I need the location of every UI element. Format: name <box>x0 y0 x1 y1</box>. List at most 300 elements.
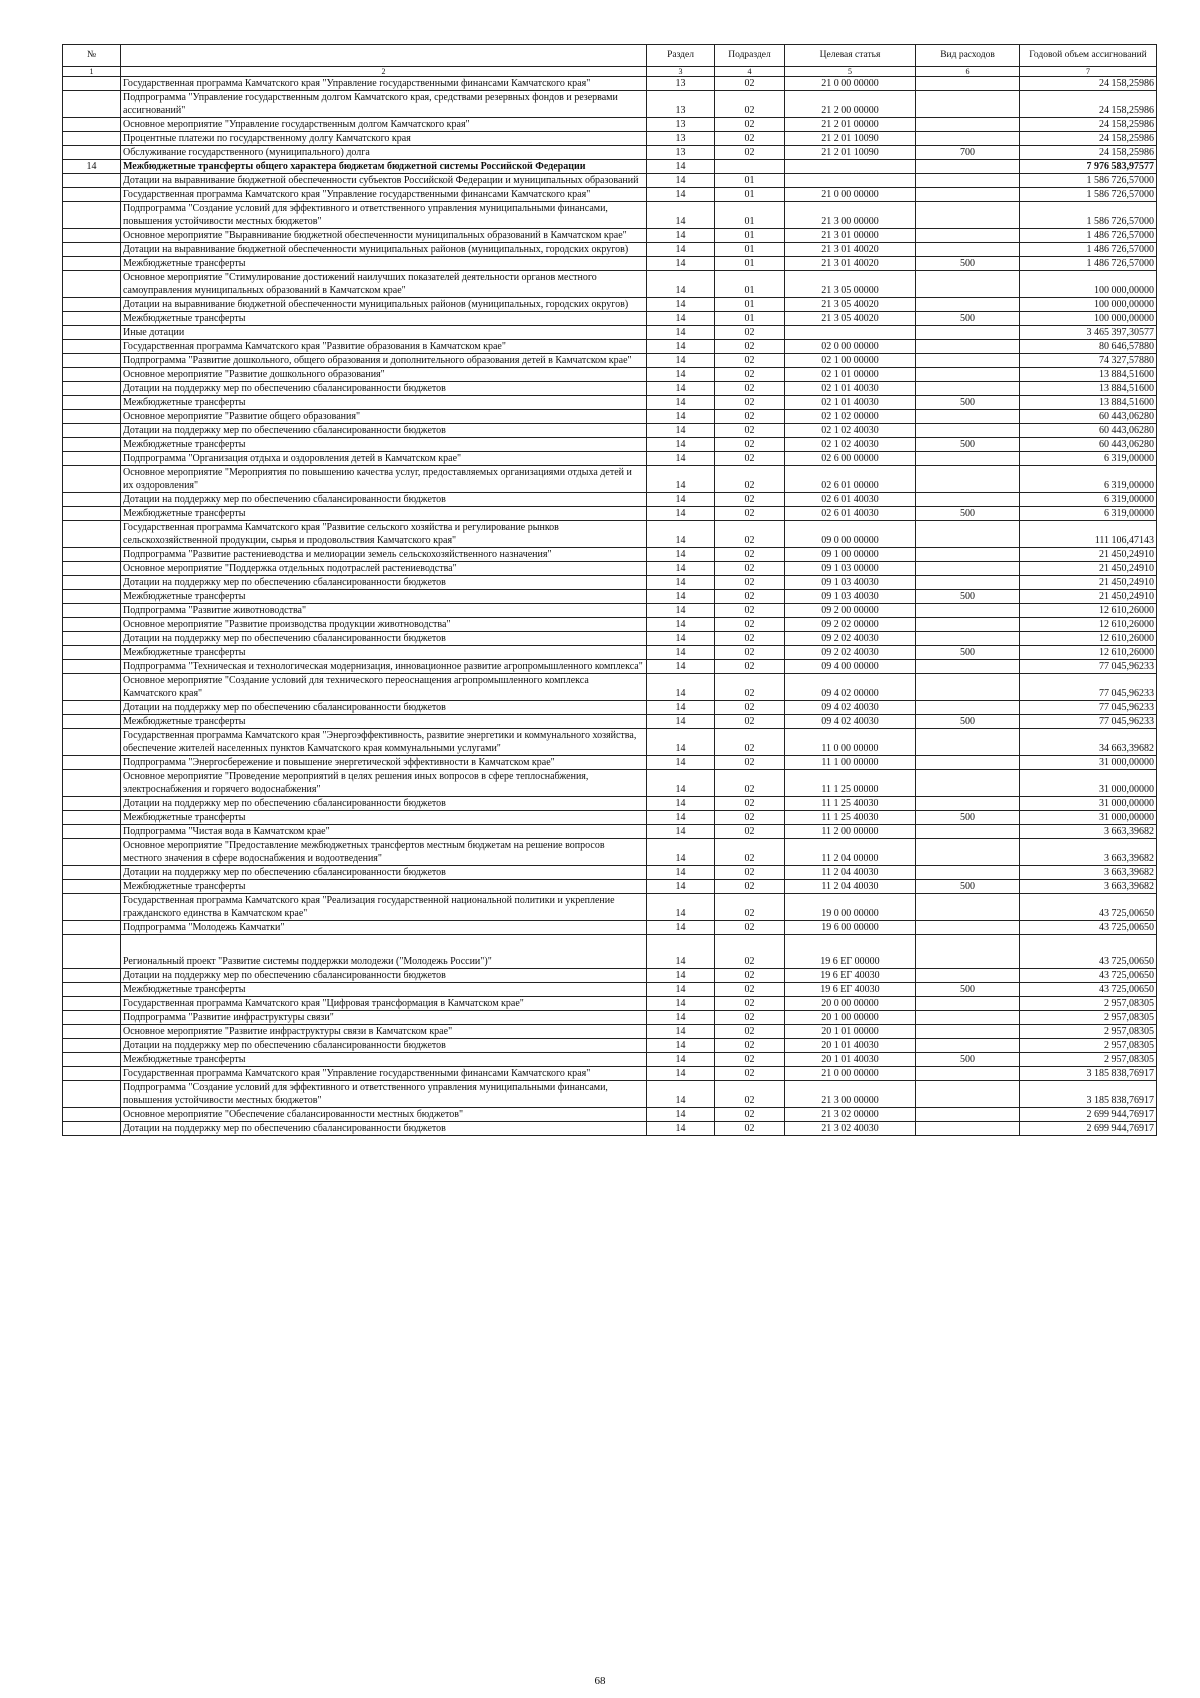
row-expense-type <box>916 770 1020 797</box>
row-target-item: 09 4 02 40030 <box>785 701 916 715</box>
row-section: 14 <box>647 257 715 271</box>
row-subsection: 02 <box>715 396 785 410</box>
row-section: 14 <box>647 188 715 202</box>
row-name: Основное мероприятие "Стимулирование достижений наилучших показателей деятельности органов местного самоуправления муниципальных образований в Камчатском крае" <box>121 271 647 298</box>
row-section: 14 <box>647 452 715 466</box>
row-number <box>63 935 121 969</box>
row-amount: 3 185 838,76917 <box>1020 1067 1157 1081</box>
row-expense-type <box>916 229 1020 243</box>
table-row <box>63 340 1157 354</box>
row-expense-type <box>916 298 1020 312</box>
row-expense-type: 500 <box>916 312 1020 326</box>
row-number <box>63 969 121 983</box>
row-number <box>63 521 121 548</box>
row-target-item: 21 3 01 40020 <box>785 257 916 271</box>
row-target-item: 02 1 01 40030 <box>785 382 916 396</box>
budget-table <box>62 44 1157 1136</box>
row-amount: 43 725,00650 <box>1020 983 1157 997</box>
table-row <box>63 983 1157 997</box>
row-section: 14 <box>647 493 715 507</box>
row-expense-type <box>916 202 1020 229</box>
row-subsection: 02 <box>715 646 785 660</box>
row-amount: 24 158,25986 <box>1020 77 1157 91</box>
row-section: 14 <box>647 632 715 646</box>
row-amount: 13 884,51600 <box>1020 382 1157 396</box>
row-amount: 100 000,00000 <box>1020 298 1157 312</box>
row-section: 14 <box>647 298 715 312</box>
row-name: Межбюджетные трансферты <box>121 438 647 452</box>
row-target-item: 02 1 01 40030 <box>785 396 916 410</box>
row-amount: 1 486 726,57000 <box>1020 243 1157 257</box>
table-row <box>63 91 1157 118</box>
row-expense-type <box>916 424 1020 438</box>
row-target-item: 21 3 00 00000 <box>785 1081 916 1108</box>
row-expense-type <box>916 160 1020 174</box>
row-target-item: 09 2 02 40030 <box>785 632 916 646</box>
row-number <box>63 866 121 880</box>
row-name: Межбюджетные трансферты <box>121 880 647 894</box>
row-expense-type <box>916 1011 1020 1025</box>
row-number <box>63 1081 121 1108</box>
row-number <box>63 548 121 562</box>
row-subsection: 02 <box>715 424 785 438</box>
row-name: Подпрограмма "Энергосбережение и повышение энергетической эффективности в Камчатском крае" <box>121 756 647 770</box>
row-section: 14 <box>647 576 715 590</box>
row-number: 14 <box>63 160 121 174</box>
row-section: 14 <box>647 701 715 715</box>
row-target-item: 02 1 02 40030 <box>785 438 916 452</box>
row-amount: 60 443,06280 <box>1020 438 1157 452</box>
row-amount: 2 699 944,76917 <box>1020 1108 1157 1122</box>
table-row <box>63 77 1157 91</box>
row-amount: 6 319,00000 <box>1020 507 1157 521</box>
row-name: Государственная программа Камчатского края "Управление государственными финансами Камчатского края" <box>121 188 647 202</box>
row-section: 14 <box>647 326 715 340</box>
table-row <box>63 811 1157 825</box>
row-amount: 6 319,00000 <box>1020 452 1157 466</box>
row-expense-type <box>916 382 1020 396</box>
row-name: Дотации на поддержку мер по обеспечению сбалансированности бюджетов <box>121 576 647 590</box>
row-name: Подпрограмма "Организация отдыха и оздоровления детей в Камчатском крае" <box>121 452 647 466</box>
row-target-item: 09 0 00 00000 <box>785 521 916 548</box>
row-name: Основное мероприятие "Обеспечение сбалансированности местных бюджетов" <box>121 1108 647 1122</box>
table-row <box>63 298 1157 312</box>
row-number <box>63 257 121 271</box>
row-target-item: 09 2 02 40030 <box>785 646 916 660</box>
table-row <box>63 493 1157 507</box>
index-cell: 3 <box>647 67 715 77</box>
row-expense-type <box>916 1081 1020 1108</box>
row-target-item: 09 1 03 00000 <box>785 562 916 576</box>
row-target-item: 11 1 00 00000 <box>785 756 916 770</box>
index-cell: 4 <box>715 67 785 77</box>
row-subsection: 02 <box>715 866 785 880</box>
row-target-item <box>785 326 916 340</box>
table-row <box>63 839 1157 866</box>
row-subsection: 02 <box>715 548 785 562</box>
table-row <box>63 452 1157 466</box>
row-section: 14 <box>647 368 715 382</box>
row-subsection: 02 <box>715 797 785 811</box>
row-number <box>63 646 121 660</box>
row-expense-type: 500 <box>916 983 1020 997</box>
row-expense-type: 500 <box>916 811 1020 825</box>
row-expense-type <box>916 935 1020 969</box>
row-target-item: 21 2 01 10090 <box>785 132 916 146</box>
row-expense-type: 500 <box>916 590 1020 604</box>
row-expense-type <box>916 1122 1020 1136</box>
row-name: Межбюджетные трансферты <box>121 396 647 410</box>
row-number <box>63 701 121 715</box>
row-target-item: 20 0 00 00000 <box>785 997 916 1011</box>
table-row <box>63 424 1157 438</box>
row-target-item: 21 0 00 00000 <box>785 188 916 202</box>
row-subsection: 02 <box>715 894 785 921</box>
row-expense-type <box>916 756 1020 770</box>
row-amount: 21 450,24910 <box>1020 548 1157 562</box>
row-expense-type <box>916 1025 1020 1039</box>
row-number <box>63 894 121 921</box>
row-amount: 77 045,96233 <box>1020 660 1157 674</box>
row-amount: 34 663,39682 <box>1020 729 1157 756</box>
row-subsection: 02 <box>715 1122 785 1136</box>
row-expense-type <box>916 354 1020 368</box>
table-row <box>63 548 1157 562</box>
header-name <box>121 45 647 67</box>
row-number <box>63 797 121 811</box>
row-section: 14 <box>647 646 715 660</box>
row-amount: 21 450,24910 <box>1020 590 1157 604</box>
row-number <box>63 202 121 229</box>
row-amount: 1 586 726,57000 <box>1020 174 1157 188</box>
row-number <box>63 770 121 797</box>
row-subsection: 02 <box>715 368 785 382</box>
row-amount: 111 106,47143 <box>1020 521 1157 548</box>
row-expense-type <box>916 466 1020 493</box>
row-number <box>63 132 121 146</box>
row-name: Основное мероприятие "Создание условий для технического переоснащения агропромышленного комплекса Камчатского края" <box>121 674 647 701</box>
row-section: 14 <box>647 983 715 997</box>
row-expense-type <box>916 839 1020 866</box>
row-amount: 24 158,25986 <box>1020 91 1157 118</box>
row-amount: 77 045,96233 <box>1020 701 1157 715</box>
table-row <box>63 507 1157 521</box>
row-subsection: 02 <box>715 1081 785 1108</box>
row-target-item: 21 3 01 00000 <box>785 229 916 243</box>
row-name: Дотации на выравнивание бюджетной обеспеченности муниципальных районов (муниципальных, городских округов) <box>121 243 647 257</box>
row-section: 13 <box>647 146 715 160</box>
row-name: Государственная программа Камчатского края "Цифровая трансформация в Камчатском крае" <box>121 997 647 1011</box>
row-subsection: 02 <box>715 715 785 729</box>
row-name: Процентные платежи по государственному долгу Камчатского края <box>121 132 647 146</box>
row-subsection: 01 <box>715 298 785 312</box>
row-subsection: 02 <box>715 132 785 146</box>
row-target-item: 20 1 01 40030 <box>785 1053 916 1067</box>
row-name: Межбюджетные трансферты <box>121 811 647 825</box>
row-number <box>63 466 121 493</box>
row-section: 13 <box>647 91 715 118</box>
row-name: Подпрограмма "Развитие дошкольного, общего образования и дополнительного образования детей в Камчатском крае" <box>121 354 647 368</box>
row-amount: 13 884,51600 <box>1020 396 1157 410</box>
row-subsection: 02 <box>715 604 785 618</box>
row-subsection: 02 <box>715 811 785 825</box>
row-expense-type: 500 <box>916 396 1020 410</box>
table-row <box>63 674 1157 701</box>
row-expense-type <box>916 548 1020 562</box>
table-row <box>63 935 1157 969</box>
row-subsection: 02 <box>715 632 785 646</box>
table-row <box>63 997 1157 1011</box>
row-section: 14 <box>647 160 715 174</box>
row-subsection: 02 <box>715 997 785 1011</box>
header-number: № <box>63 45 121 67</box>
row-number <box>63 312 121 326</box>
row-number <box>63 298 121 312</box>
table-row <box>63 1067 1157 1081</box>
row-number <box>63 811 121 825</box>
row-subsection: 01 <box>715 257 785 271</box>
row-amount: 31 000,00000 <box>1020 756 1157 770</box>
table-row <box>63 160 1157 174</box>
row-subsection: 02 <box>715 1067 785 1081</box>
table-row <box>63 1053 1157 1067</box>
row-section: 14 <box>647 410 715 424</box>
row-section: 14 <box>647 354 715 368</box>
row-expense-type <box>916 894 1020 921</box>
row-name: Подпрограмма "Создание условий для эффективного и ответственного управления муниципальными финансами, повышения устойчивости местных бюджетов" <box>121 202 647 229</box>
row-subsection: 02 <box>715 935 785 969</box>
row-target-item: 11 1 25 40030 <box>785 797 916 811</box>
row-target-item: 02 1 02 40030 <box>785 424 916 438</box>
row-target-item: 21 3 05 00000 <box>785 271 916 298</box>
row-expense-type <box>916 368 1020 382</box>
row-section: 14 <box>647 1039 715 1053</box>
table-row <box>63 729 1157 756</box>
row-number <box>63 674 121 701</box>
table-row <box>63 132 1157 146</box>
row-name: Государственная программа Камчатского края "Реализация государственной национальной политики и укрепление гражданского единства в Камчатском крае" <box>121 894 647 921</box>
row-amount: 1 486 726,57000 <box>1020 257 1157 271</box>
header-subsection: Подраздел <box>715 45 785 67</box>
row-section: 14 <box>647 507 715 521</box>
index-cell: 6 <box>916 67 1020 77</box>
row-target-item: 09 4 02 40030 <box>785 715 916 729</box>
table-row <box>63 368 1157 382</box>
row-name: Государственная программа Камчатского края "Развитие сельского хозяйства и регулирование рынков сельскохозяйственной продукции, сырья и продовольствия Камчатского края" <box>121 521 647 548</box>
row-number <box>63 997 121 1011</box>
row-amount: 24 158,25986 <box>1020 132 1157 146</box>
row-name: Подпрограмма "Чистая вода в Камчатском крае" <box>121 825 647 839</box>
row-number <box>63 271 121 298</box>
row-section: 13 <box>647 132 715 146</box>
row-name: Дотации на поддержку мер по обеспечению сбалансированности бюджетов <box>121 969 647 983</box>
row-name: Основное мероприятие "Развитие инфраструктуры связи в Камчатском крае" <box>121 1025 647 1039</box>
row-name: Подпрограмма "Развитие растениеводства и мелиорации земель сельскохозяйственного назначения" <box>121 548 647 562</box>
table-row <box>63 866 1157 880</box>
row-section: 14 <box>647 312 715 326</box>
row-subsection: 01 <box>715 202 785 229</box>
row-subsection: 02 <box>715 880 785 894</box>
row-expense-type <box>916 797 1020 811</box>
table-row <box>63 410 1157 424</box>
table-row <box>63 562 1157 576</box>
row-expense-type: 500 <box>916 880 1020 894</box>
row-expense-type <box>916 188 1020 202</box>
row-name: Дотации на выравнивание бюджетной обеспеченности субъектов Российской Федерации и муниципальных образований <box>121 174 647 188</box>
row-section: 14 <box>647 521 715 548</box>
row-subsection: 02 <box>715 340 785 354</box>
row-number <box>63 340 121 354</box>
row-expense-type <box>916 340 1020 354</box>
row-expense-type: 700 <box>916 146 1020 160</box>
row-section: 14 <box>647 866 715 880</box>
row-number <box>63 562 121 576</box>
table-row <box>63 271 1157 298</box>
row-target-item: 19 6 00 00000 <box>785 921 916 935</box>
table-row <box>63 521 1157 548</box>
index-row <box>63 67 1157 77</box>
index-cell: 7 <box>1020 67 1157 77</box>
row-target-item: 20 1 01 40030 <box>785 1039 916 1053</box>
table-row <box>63 1039 1157 1053</box>
row-target-item: 02 0 00 00000 <box>785 340 916 354</box>
row-name: Дотации на поддержку мер по обеспечению сбалансированности бюджетов <box>121 632 647 646</box>
row-amount: 60 443,06280 <box>1020 410 1157 424</box>
row-amount: 31 000,00000 <box>1020 811 1157 825</box>
row-expense-type <box>916 521 1020 548</box>
row-amount: 21 450,24910 <box>1020 562 1157 576</box>
row-number <box>63 1039 121 1053</box>
row-expense-type <box>916 493 1020 507</box>
row-amount: 77 045,96233 <box>1020 715 1157 729</box>
row-name: Подпрограмма "Развитие животноводства" <box>121 604 647 618</box>
row-number <box>63 1122 121 1136</box>
row-name: Основное мероприятие "Проведение мероприятий в целях решения иных вопросов в сфере теплоснабжения, электроснабжения и горячего водоснабжения" <box>121 770 647 797</box>
row-subsection: 02 <box>715 839 785 866</box>
row-amount: 24 158,25986 <box>1020 146 1157 160</box>
row-amount: 1 486 726,57000 <box>1020 229 1157 243</box>
row-number <box>63 756 121 770</box>
row-subsection: 02 <box>715 146 785 160</box>
table-row <box>63 1081 1157 1108</box>
table-row <box>63 118 1157 132</box>
row-expense-type: 500 <box>916 715 1020 729</box>
row-number <box>63 839 121 866</box>
row-target-item: 11 2 04 40030 <box>785 880 916 894</box>
row-expense-type: 500 <box>916 646 1020 660</box>
row-name: Подпрограмма "Создание условий для эффективного и ответственного управления муниципальными финансами, повышения устойчивости местных бюджетов" <box>121 1081 647 1108</box>
budget-sheet <box>62 44 1156 1136</box>
row-expense-type <box>916 77 1020 91</box>
row-number <box>63 493 121 507</box>
row-number <box>63 983 121 997</box>
row-name: Межбюджетные трансферты <box>121 257 647 271</box>
row-number <box>63 1011 121 1025</box>
row-amount: 24 158,25986 <box>1020 118 1157 132</box>
row-amount: 3 185 838,76917 <box>1020 1081 1157 1108</box>
row-expense-type <box>916 118 1020 132</box>
index-cell: 1 <box>63 67 121 77</box>
row-target-item: 02 6 01 00000 <box>785 466 916 493</box>
row-expense-type <box>916 562 1020 576</box>
row-amount: 3 465 397,30577 <box>1020 326 1157 340</box>
row-section: 14 <box>647 770 715 797</box>
row-section: 14 <box>647 618 715 632</box>
row-name: Межбюджетные трансферты общего характера бюджетам бюджетной системы Российской Федерации <box>121 160 647 174</box>
row-subsection: 02 <box>715 660 785 674</box>
row-target-item: 11 1 25 00000 <box>785 770 916 797</box>
row-expense-type <box>916 410 1020 424</box>
row-section: 14 <box>647 797 715 811</box>
table-row <box>63 202 1157 229</box>
row-expense-type <box>916 91 1020 118</box>
table-row <box>63 188 1157 202</box>
row-name: Основное мероприятие "Развитие общего образования" <box>121 410 647 424</box>
row-subsection: 01 <box>715 174 785 188</box>
row-subsection: 02 <box>715 118 785 132</box>
row-section: 14 <box>647 894 715 921</box>
row-number <box>63 382 121 396</box>
row-subsection: 02 <box>715 438 785 452</box>
row-expense-type <box>916 921 1020 935</box>
row-target-item: 21 2 01 00000 <box>785 118 916 132</box>
row-subsection: 02 <box>715 618 785 632</box>
row-amount: 43 725,00650 <box>1020 921 1157 935</box>
row-target-item: 19 6 ЕГ 00000 <box>785 935 916 969</box>
table-row <box>63 438 1157 452</box>
row-target-item <box>785 174 916 188</box>
row-target-item: 19 0 00 00000 <box>785 894 916 921</box>
row-target-item: 21 0 00 00000 <box>785 1067 916 1081</box>
row-name: Дотации на поддержку мер по обеспечению сбалансированности бюджетов <box>121 382 647 396</box>
table-row <box>63 701 1157 715</box>
table-row <box>63 604 1157 618</box>
row-amount: 12 610,26000 <box>1020 632 1157 646</box>
row-number <box>63 576 121 590</box>
row-number <box>63 354 121 368</box>
row-amount: 3 663,39682 <box>1020 880 1157 894</box>
page-number: 68 <box>594 1675 606 1687</box>
row-number <box>63 146 121 160</box>
table-row <box>63 257 1157 271</box>
row-expense-type <box>916 576 1020 590</box>
row-section: 14 <box>647 174 715 188</box>
row-expense-type <box>916 660 1020 674</box>
row-subsection: 02 <box>715 921 785 935</box>
row-subsection: 02 <box>715 1011 785 1025</box>
table-row <box>63 396 1157 410</box>
row-section: 14 <box>647 243 715 257</box>
row-subsection: 02 <box>715 1025 785 1039</box>
row-name: Дотации на выравнивание бюджетной обеспеченности муниципальных районов (муниципальных, городских округов) <box>121 298 647 312</box>
row-target-item: 21 3 05 40020 <box>785 312 916 326</box>
row-amount: 3 663,39682 <box>1020 866 1157 880</box>
row-section: 14 <box>647 880 715 894</box>
row-amount: 80 646,57880 <box>1020 340 1157 354</box>
row-name: Межбюджетные трансферты <box>121 646 647 660</box>
row-section: 14 <box>647 811 715 825</box>
row-number <box>63 410 121 424</box>
row-section: 14 <box>647 969 715 983</box>
table-row <box>63 1011 1157 1025</box>
row-name: Межбюджетные трансферты <box>121 983 647 997</box>
row-section: 14 <box>647 271 715 298</box>
row-name: Основное мероприятие "Развитие дошкольного образования" <box>121 368 647 382</box>
row-subsection: 02 <box>715 770 785 797</box>
row-target-item: 21 3 05 40020 <box>785 298 916 312</box>
row-target-item: 11 2 04 00000 <box>785 839 916 866</box>
row-name: Дотации на поддержку мер по обеспечению сбалансированности бюджетов <box>121 797 647 811</box>
